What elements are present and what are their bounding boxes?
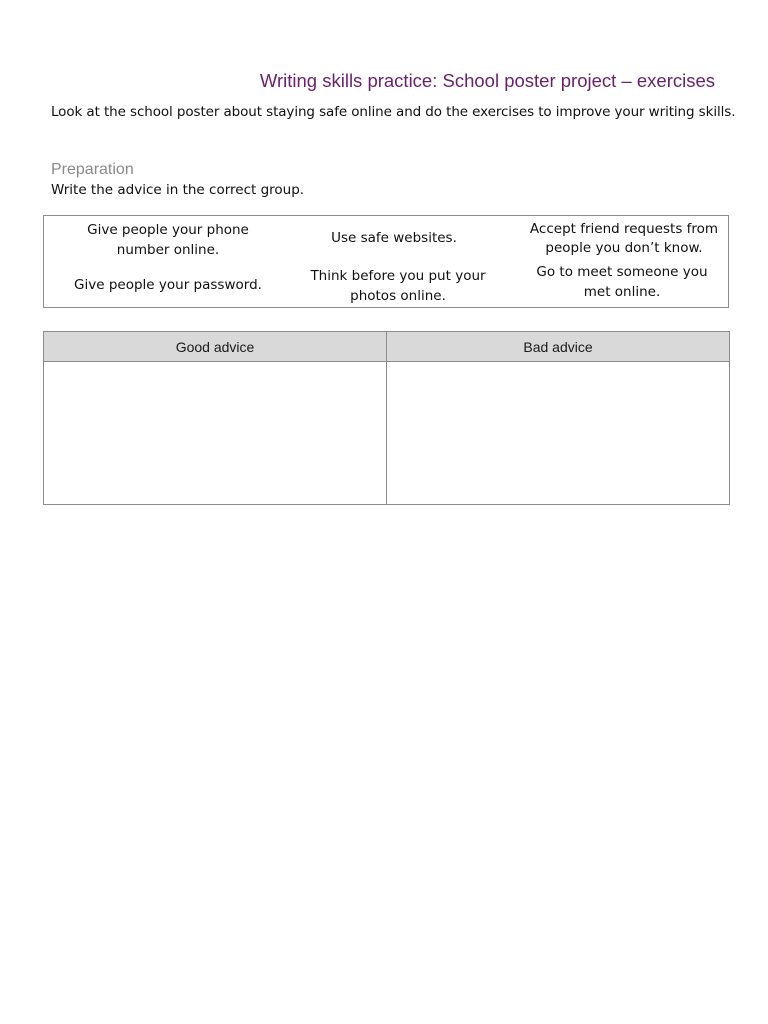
- advice-item: Think before you put your photos online.: [310, 268, 486, 304]
- advice-item: Give people your password.: [74, 277, 262, 293]
- good-advice-header: Good advice: [44, 332, 387, 362]
- advice-word-box: [43, 215, 729, 308]
- advice-item: Go to meet someone you met online.: [536, 264, 708, 300]
- advice-item: Give people your phone number online.: [87, 222, 249, 258]
- instruction-text: Write the advice in the correct group.: [51, 182, 305, 198]
- good-advice-answer-cell[interactable]: [44, 362, 387, 505]
- bad-advice-answer-cell[interactable]: [387, 362, 730, 505]
- advice-sorting-table: [43, 331, 730, 505]
- bad-advice-header: Bad advice: [387, 332, 730, 362]
- intro-text: Look at the school poster about staying safe online and do the exercises to improve your writing skills.: [51, 104, 736, 120]
- advice-item: Use safe websites.: [331, 230, 457, 246]
- advice-item: Accept friend requests from people you don’t know.: [529, 221, 719, 256]
- page-title: Writing skills practice: School poster project – exercises: [259, 70, 715, 91]
- section-heading: Preparation: [51, 161, 134, 178]
